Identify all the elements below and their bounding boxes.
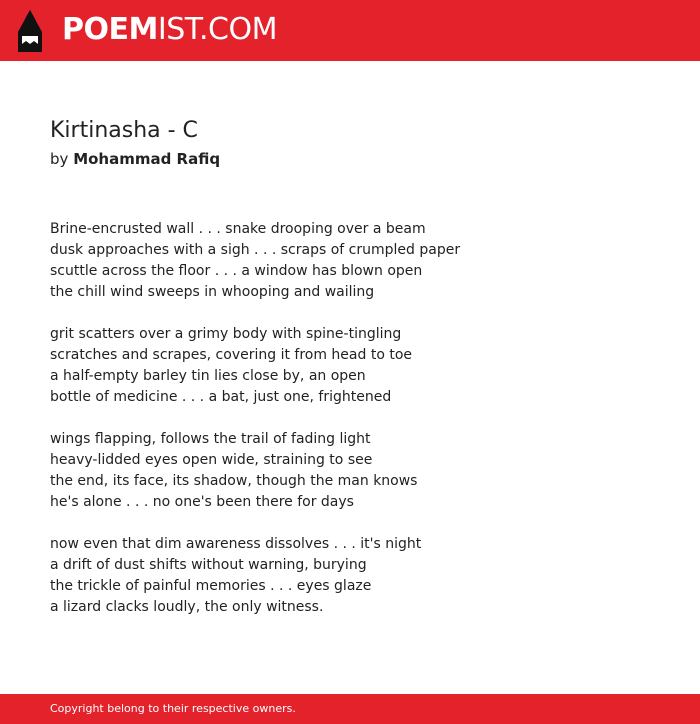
poem-line: bottle of medicine . . . a bat, just one, frightened xyxy=(50,389,392,405)
brand-bold-text: POEM xyxy=(62,12,158,47)
poem-line: wings flapping, follows the trail of fading light xyxy=(50,431,371,447)
site-logo-link[interactable] xyxy=(62,12,277,48)
poem-line: the trickle of painful memories . . . eyes glaze xyxy=(50,578,372,594)
site-footer xyxy=(0,694,700,724)
poem-line: the end, its face, its shadow, though the man knows xyxy=(50,473,418,489)
stanza xyxy=(50,219,650,303)
stanza xyxy=(50,324,650,408)
poem-title: Kirtinasha - C xyxy=(50,118,198,143)
poem-line: now even that dim awareness dissolves . . . it's night xyxy=(50,536,422,552)
site-header xyxy=(0,0,700,61)
poem-line: Brine-encrusted wall . . . snake drooping over a beam xyxy=(50,221,426,237)
stanza xyxy=(50,429,650,513)
poem-line: a half-empty barley tin lies close by, an open xyxy=(50,368,366,384)
poem-line: the chill wind sweeps in whooping and wailing xyxy=(50,284,375,300)
brand-light-text: IST.COM xyxy=(157,12,277,47)
copyright-text: Copyright belong to their respective owners. xyxy=(50,702,296,715)
poem-line: he's alone . . . no one's been there for days xyxy=(50,494,354,510)
stanza xyxy=(50,534,650,618)
poem-line: heavy-lidded eyes open wide, straining to see xyxy=(50,452,373,468)
poem-line: scuttle across the floor . . . a window has blown open xyxy=(50,263,423,279)
poem-line: a lizard clacks loudly, the only witness. xyxy=(50,599,324,615)
poem-line: scratches and scrapes, covering it from head to toe xyxy=(50,347,413,363)
author-name: Mohammad Rafiq xyxy=(73,150,221,168)
by-label: by xyxy=(50,150,69,168)
poem-line: dusk approaches with a sigh . . . scraps of crumpled paper xyxy=(50,242,461,258)
poem-line: grit scatters over a grimy body with spine-tingling xyxy=(50,326,402,342)
poem-byline xyxy=(50,149,220,169)
poem-line: a drift of dust shifts without warning, burying xyxy=(50,557,367,573)
poem-body xyxy=(50,219,650,639)
pencil-icon[interactable] xyxy=(18,10,42,52)
